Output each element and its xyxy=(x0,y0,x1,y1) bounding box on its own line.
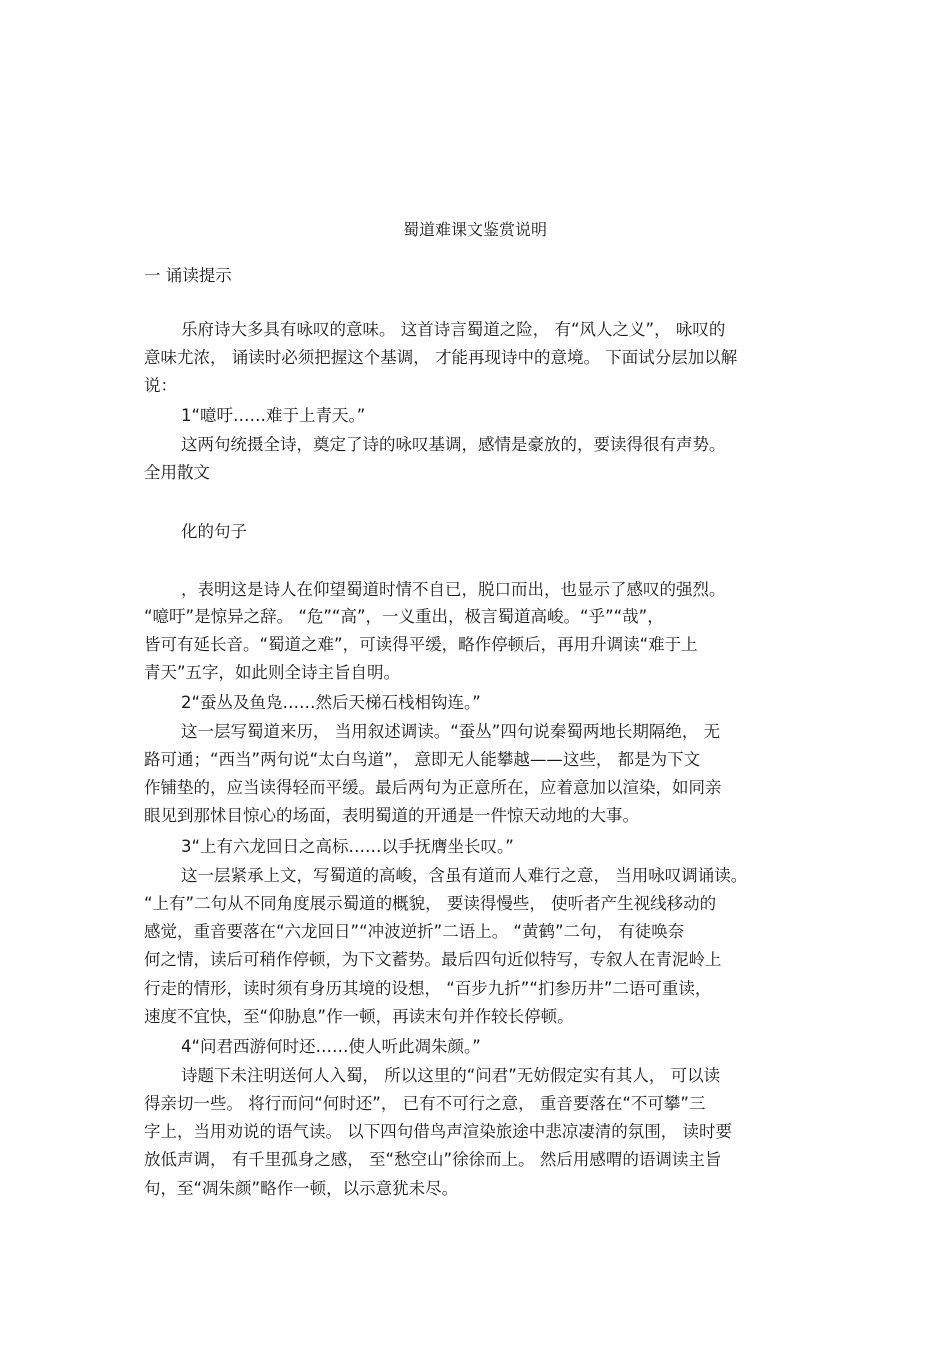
document-title: 蜀道难课文鉴赏说明 xyxy=(402,220,547,239)
body-line: 3“上有六龙回日之高标……以手抚膺坐长叹。” xyxy=(181,837,514,856)
body-line: 乐府诗大多具有咏叹的意味。 这首诗言蜀道之险， 有“风人之义”， 咏叹的 xyxy=(181,320,726,339)
body-line: 路可通；“西当”两句说“太白鸟道”， 意即无人能攀越——这些， 都是为下文 xyxy=(144,750,701,769)
body-line: ，表明这是诗人在仰望蜀道时情不自已，脱口而出，也显示了感叹的强烈。 xyxy=(181,580,726,599)
body-line: 说： xyxy=(144,376,177,395)
body-line: “噫吁”是惊异之辞。 “危”“高”，一义重出，极言蜀道高峻。“乎”“哉”， xyxy=(144,607,664,626)
body-line: 意味尤浓， 诵读时必须把握这个基调， 才能再现诗中的意境。 下面试分层加以解 xyxy=(144,348,738,367)
section-heading: 一 诵读提示 xyxy=(144,266,232,285)
body-line: 眼见到那怵目惊心的场面，表明蜀道的开通是一件惊天动地的大事。 xyxy=(144,806,639,825)
body-line: 句，至“凋朱颜”略作一顿，以示意犹未尽。 xyxy=(144,1179,459,1198)
body-line: 诗题下未注明送何人入蜀， 所以这里的“问君”无妨假定实有其人， 可以读 xyxy=(181,1066,721,1085)
body-line: 这一层紧承上文，写蜀道的高峻，含虽有道而人难行之意， 当用咏叹调诵读。 xyxy=(181,866,748,885)
body-line: 速度不宜快，至“仰胁息”作一顿，再读末句并作较长停顿。 xyxy=(144,1007,574,1026)
body-line: 1“噫吁……难于上青天。” xyxy=(181,406,366,425)
body-line: 作铺垫的，应当读得轻而平缓。最后两句为正意所在，应着意加以渲染，如同亲 xyxy=(144,778,722,797)
body-line: 字上，当用劝说的语气读。 以下四句借鸟声渲染旅途中悲凉凄清的氛围， 读时要 xyxy=(144,1122,732,1141)
body-line: 行走的情形，读时须有身历其境的设想， “百步九折”“扪参历井”二语可重读， xyxy=(144,979,712,998)
body-line: 4“问君西游何时还……使人听此凋朱颜。” xyxy=(181,1037,481,1056)
body-line: 这两句统摄全诗，奠定了诗的咏叹基调，感情是豪放的，要读得很有声势。 xyxy=(181,435,726,454)
body-line: 青天”五字，如此则全诗主旨自明。 xyxy=(144,663,401,682)
body-line: 何之情，读后可稍作停顿，为下文蓄势。最后四句近似特写，专叙人在青泥岭上 xyxy=(144,950,722,969)
body-line: 化的句子 xyxy=(181,522,247,541)
body-line: 全用散文 xyxy=(144,463,210,482)
body-line: 放低声调， 有千里孤身之感， 至“愁空山”徐徐而上。 然后用感喟的语调读主旨 xyxy=(144,1150,722,1169)
body-line: 这一层写蜀道来历， 当用叙述调读。“蚕丛”四句说秦蜀两地长期隔绝， 无 xyxy=(181,722,721,741)
body-line: 感觉，重音要落在“六龙回日”“冲波逆折”二语上。 “黄鹤”二句， 有徒唤奈 xyxy=(144,922,685,941)
body-line: “上有”二句从不同角度展示蜀道的概貌， 要读得慢些， 使听者产生视线移动的 xyxy=(144,894,717,913)
body-line: 2“蚕丛及鱼凫……然后天梯石栈相钩连。” xyxy=(181,693,481,712)
body-line: 得亲切一些。 将行而问“何时还”， 已有不可行之意， 重音要落在“不可攀”三 xyxy=(144,1094,706,1113)
body-line: 皆可有延长音。“蜀道之难”，可读得平缓，略作停顿后，再用升调读“难于上 xyxy=(144,635,698,654)
